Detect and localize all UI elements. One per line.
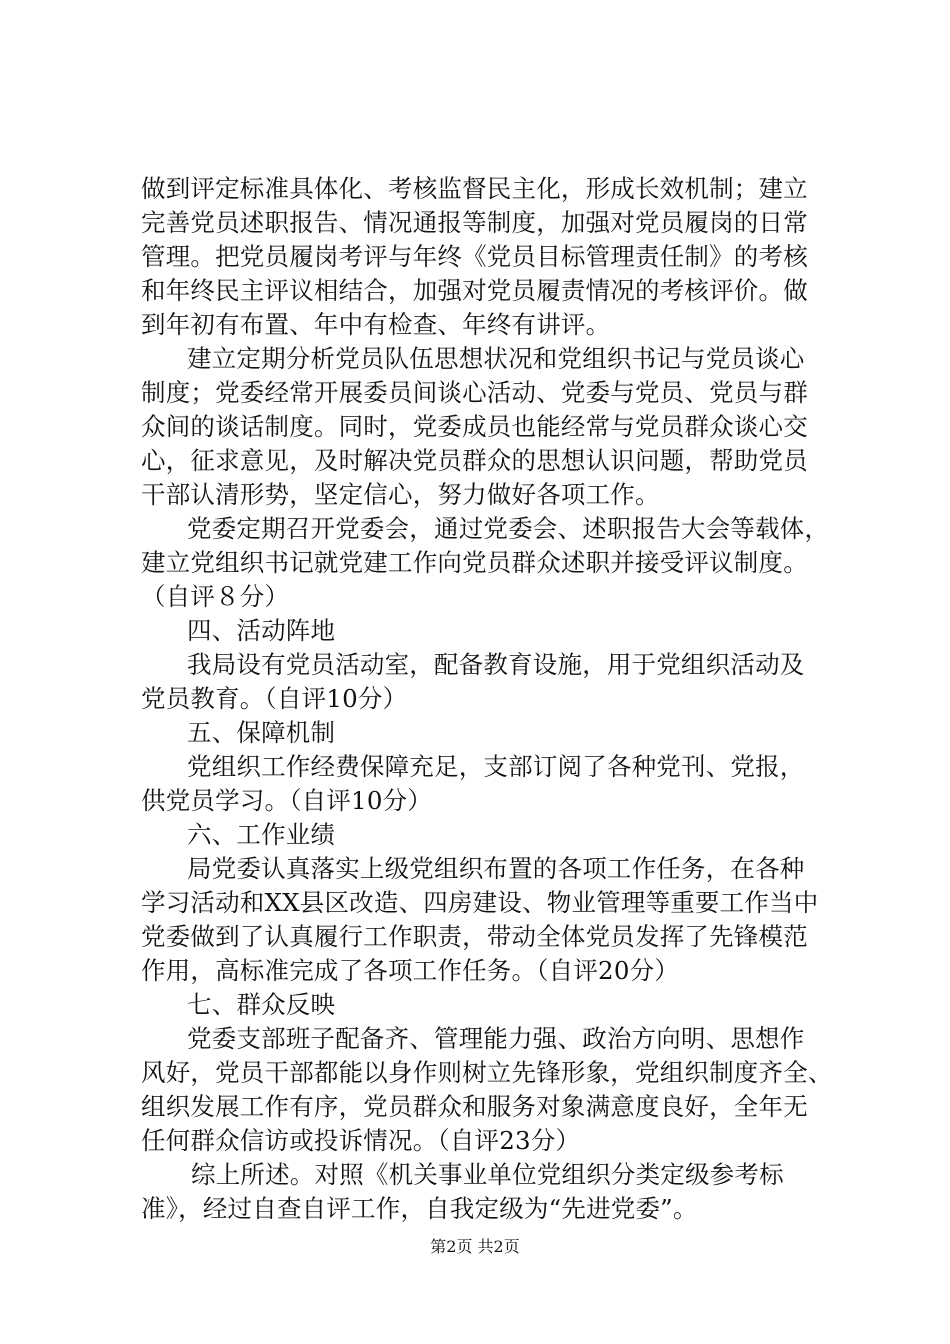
text-line: 风好，党员干部都能以身作则树立先锋形象，党组织制度齐全、 [141,1058,833,1087]
paragraph-start-line: 党委支部班子配备齐、管理能力强、政治方向明、思想作 [187,1024,805,1053]
paragraph-start-line: 党委定期召开党委会，通过党委会、述职报告大会等载体， [187,514,830,543]
text-line: 和年终民主评议相结合，加强对党员履责情况的考核评价。做 [141,276,808,305]
section-heading: 四、活动阵地 [187,616,336,645]
text-line: 做到评定标准具体化、考核监督民主化，形成长效机制；建立 [141,174,808,203]
page-number-footer: 第2页 共2页 [430,1237,520,1256]
text-line: 任何群众信访或投诉情况。（自评23分） [141,1126,581,1155]
section-heading: 七、群众反映 [187,990,336,1019]
section-heading: 六、工作业绩 [187,820,336,849]
text-line: 建立党组织书记就党建工作向党员群众述职并接受评议制度。 [141,548,808,577]
text-line: 心，征求意见，及时解决党员群众的思想认识问题，帮助党员 [141,446,808,475]
paragraph-start-line: 党组织工作经费保障充足，支部订阅了各种党刊、党报， [187,752,805,781]
text-line: 完善党员述职报告、情况通报等制度，加强对党员履岗的日常 [141,208,808,237]
section-heading: 五、保障机制 [187,718,336,747]
text-line: 干部认清形势，坚定信心，努力做好各项工作。 [141,480,660,509]
text-line: 供党员学习。（自评10分） [141,786,433,815]
text-line: 党员教育。（自评10分） [141,684,408,713]
text-line: 学习活动和XX县区改造、四房建设、物业管理等重要工作当中 [141,888,819,917]
text-line: 管理。把党员履岗考评与年终《党员目标管理责任制》的考核 [141,242,808,271]
paragraph-start-line: 我局设有党员活动室，配备教育设施，用于党组织活动及 [187,650,805,679]
text-line: 到年初有布置、年中有检查、年终有讲评。 [141,310,611,339]
text-line: 众间的谈话制度。同时，党委成员也能经常与党员群众谈心交 [141,412,808,441]
text-line: 作用，高标准完成了各项工作任务。（自评20分） [141,956,680,985]
paragraph-start-line: 综上所述。对照《机关事业单位党组织分类定级参考标 [191,1160,784,1189]
document-body [141,172,841,1226]
text-line: 准》，经过自查自评工作，自我定级为“先进党委”。 [141,1194,698,1223]
paragraph-start-line: 建立定期分析党员队伍思想状况和党组织书记与党员谈心 [187,344,805,373]
text-line: （自评８分） [141,582,290,611]
text-line: 党委做到了认真履行工作职责，带动全体党员发挥了先锋模范 [141,922,808,951]
text-line: 制度；党委经常开展委员间谈心活动、党委与党员、党员与群 [141,378,808,407]
text-line: 组织发展工作有序，党员群众和服务对象满意度良好，全年无 [141,1092,808,1121]
paragraph-start-line: 局党委认真落实上级党组织布置的各项工作任务，在各种 [187,854,805,883]
